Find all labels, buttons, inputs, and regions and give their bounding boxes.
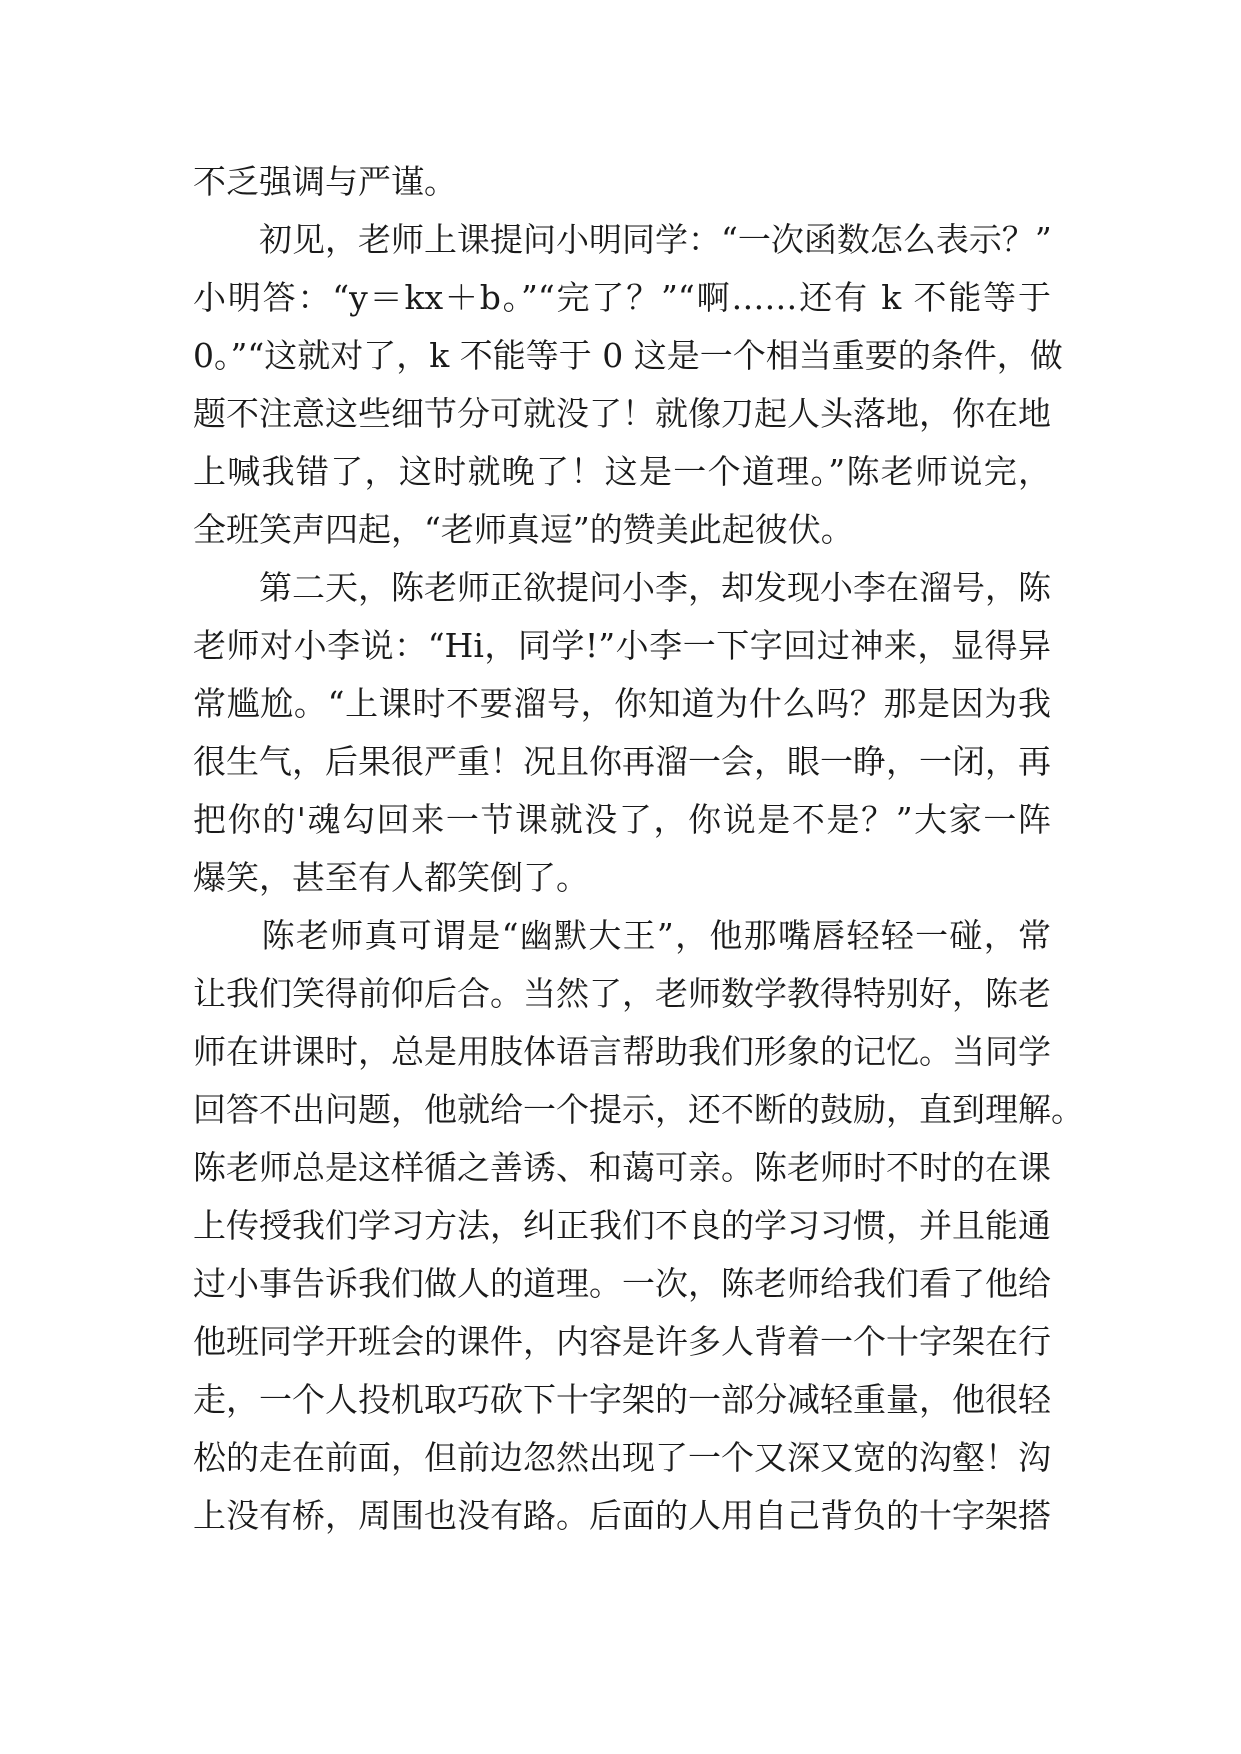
- text-line: 上传授我们学习方法，纠正我们不良的学习习惯，并且能通: [193, 1206, 1051, 1245]
- text-line: 初见，老师上课提问小明同学：“一次函数怎么表示？”: [193, 220, 1052, 259]
- text-line: 老师对小李说：“Hi，同学!”小李一下字回过神来，显得异: [193, 626, 1051, 665]
- text-line: 上没有桥，周围也没有路。后面的人用自己背负的十字架搭: [193, 1496, 1051, 1535]
- text-line: 陈老师真可谓是“幽默大王”，他那嘴唇轻轻一碰，常: [193, 916, 1051, 955]
- text-line: 常尴尬。“上课时不要溜号，你知道为什么吗？那是因为我: [193, 684, 1051, 723]
- text-line: 第二天，陈老师正欲提问小李，却发现小李在溜号，陈: [193, 568, 1051, 607]
- text-line: 他班同学开班会的课件，内容是许多人背着一个十字架在行: [193, 1322, 1051, 1361]
- text-line: 让我们笑得前仰后合。当然了，老师数学教得特别好，陈老: [193, 974, 1051, 1013]
- text-line: 松的走在前面，但前边忽然出现了一个又深又宽的沟壑！沟: [193, 1438, 1051, 1477]
- text-line: 很生气，后果很严重！况且你再溜一会，眼一睁，一闭，再: [193, 742, 1051, 781]
- text-line: 回答不出问题，他就给一个提示，还不断的鼓励，直到理解。: [193, 1090, 1084, 1129]
- text-line: 上喊我错了，这时就晚了！这是一个道理。”陈老师说完，: [193, 452, 1051, 491]
- text-line: 0。”“这就对了，k 不能等于 0 这是一个相当重要的条件，做: [193, 336, 1063, 375]
- text-line: 过小事告诉我们做人的道理。一次，陈老师给我们看了他给: [193, 1264, 1051, 1303]
- text-line: 师在讲课时，总是用肢体语言帮助我们形象的记忆。当同学: [193, 1032, 1051, 1071]
- text-line: 全班笑声四起，“老师真逗”的赞美此起彼伏。: [193, 510, 854, 549]
- text-line: 爆笑，甚至有人都笑倒了。: [193, 858, 589, 897]
- text-line: 不乏强调与严谨。: [193, 162, 457, 201]
- text-line: 题不注意这些细节分可就没了！就像刀起人头落地，你在地: [193, 394, 1051, 433]
- text-line: 陈老师总是这样循之善诱、和蔼可亲。陈老师时不时的在课: [193, 1148, 1051, 1187]
- text-line: 小明答：“y＝kx＋b。”“完了？”“啊……还有 k 不能等于: [193, 278, 1051, 317]
- text-line: 走，一个人投机取巧砍下十字架的一部分减轻重量，他很轻: [193, 1380, 1051, 1419]
- text-line: 把你的'魂勾回来一节课就没了，你说是不是？”大家一阵: [193, 800, 1051, 839]
